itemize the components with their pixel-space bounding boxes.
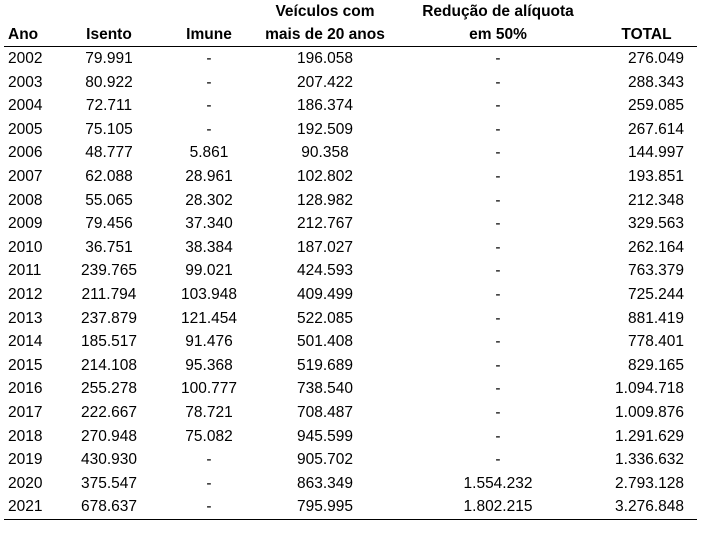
- cell-total: 259.085: [627, 97, 684, 115]
- cell-imune: 75.082: [185, 427, 233, 445]
- cell-isento: 255.278: [80, 380, 138, 398]
- table-row: [4, 307, 697, 331]
- cell-reducao: 1.554.232: [463, 474, 533, 492]
- cell-veiculos: 863.349: [296, 474, 354, 492]
- cell-total: 829.165: [627, 356, 684, 374]
- cell-imune: 5.861: [189, 144, 229, 162]
- cell-ano: 2013: [8, 309, 43, 327]
- table-row: [4, 236, 697, 260]
- cell-ano: 2011: [8, 262, 42, 280]
- cell-ano: 2018: [8, 427, 43, 445]
- cell-imune: -: [168, 495, 250, 519]
- cell-imune: 38.384: [185, 238, 233, 256]
- table-row: [4, 94, 697, 118]
- cell-isento: 55.065: [85, 191, 133, 209]
- cell-reducao: -: [495, 380, 501, 398]
- cell-reducao: -: [495, 144, 501, 162]
- header-reducao-line2: em 50%: [469, 26, 527, 43]
- cell-isento: 48.777: [85, 144, 133, 162]
- cell-veiculos: 186.374: [296, 97, 354, 115]
- table-row: [4, 425, 697, 449]
- cell-reducao: -: [495, 403, 501, 421]
- cell-veiculos: 409.499: [296, 285, 354, 303]
- cell-isento: 62.088: [85, 167, 133, 185]
- cell-imune: -: [206, 50, 212, 67]
- cell-imune: -: [206, 73, 212, 91]
- cell-veiculos: 905.702: [296, 451, 354, 469]
- cell-imune: 91.476: [185, 333, 233, 351]
- cell-ano: 2007: [8, 167, 43, 185]
- cell-isento: 79.991: [85, 50, 133, 67]
- cell-isento: 375.547: [80, 474, 138, 492]
- cell-ano: 2017: [8, 403, 43, 421]
- cell-veiculos: 738.540: [296, 380, 354, 398]
- cell-total: 1.009.876: [615, 403, 684, 421]
- cell-total: 1.336.632: [615, 451, 684, 469]
- cell-imune: 37.340: [185, 215, 233, 233]
- cell-isento: 270.948: [80, 427, 138, 445]
- table-body: [4, 47, 697, 520]
- table-row: [4, 118, 697, 142]
- cell-veiculos: 187.027: [296, 238, 354, 256]
- cell-veiculos: 90.358: [301, 144, 349, 162]
- cell-ano: 2020: [8, 474, 43, 492]
- cell-ano: 2016: [8, 380, 43, 398]
- header-veiculos: [250, 0, 400, 47]
- cell-isento: 237.879: [80, 309, 138, 327]
- cell-imune: 28.961: [185, 167, 233, 185]
- cell-isento: 430.930: [80, 451, 138, 469]
- cell-isento: 80.922: [85, 73, 133, 91]
- cell-veiculos: 795.995: [250, 495, 400, 519]
- cell-reducao: -: [495, 451, 501, 469]
- cell-reducao: -: [495, 73, 501, 91]
- cell-ano: 2019: [8, 451, 43, 469]
- table-row: [4, 283, 697, 307]
- cell-ano: 2002: [8, 50, 43, 67]
- cell-veiculos: 102.802: [296, 167, 354, 185]
- table-row: [4, 377, 697, 401]
- cell-total: 3.276.848: [596, 495, 697, 519]
- cell-veiculos: 212.767: [296, 215, 354, 233]
- cell-ano: 2021: [4, 495, 50, 519]
- cell-ano: 2014: [8, 333, 43, 351]
- cell-reducao: -: [495, 427, 501, 445]
- cell-total: 262.164: [627, 238, 684, 256]
- cell-isento: 211.794: [81, 285, 137, 303]
- cell-isento: 75.105: [85, 120, 133, 138]
- cell-total: 267.614: [627, 120, 684, 138]
- cell-veiculos: 501.408: [296, 333, 354, 351]
- cell-total: 212.348: [627, 191, 684, 209]
- cell-imune: 100.777: [180, 380, 238, 398]
- cell-veiculos: 945.599: [296, 427, 354, 445]
- cell-ano: 2008: [8, 191, 43, 209]
- cell-ano: 2012: [8, 285, 43, 303]
- cell-imune: 95.368: [185, 356, 233, 374]
- header-veiculos-line2: mais de 20 anos: [265, 26, 385, 43]
- header-veiculos-line1: Veículos com: [275, 3, 375, 20]
- cell-reducao: -: [495, 333, 501, 351]
- cell-imune: -: [206, 97, 212, 115]
- cell-isento: 79.456: [85, 215, 133, 233]
- cell-veiculos: 519.689: [296, 356, 354, 374]
- data-table: [4, 0, 697, 520]
- cell-veiculos: 196.058: [296, 50, 354, 67]
- cell-isento: 72.711: [85, 97, 133, 115]
- cell-total: 763.379: [627, 262, 684, 280]
- cell-reducao: -: [495, 97, 501, 115]
- cell-total: 329.563: [627, 215, 684, 233]
- cell-imune: -: [206, 451, 212, 469]
- header-row: [4, 0, 697, 47]
- cell-isento: 214.108: [80, 356, 138, 374]
- cell-isento: 678.637: [50, 495, 168, 519]
- table-header: [4, 0, 697, 47]
- cell-total: 2.793.128: [615, 474, 684, 492]
- cell-total: 1.291.629: [615, 427, 684, 445]
- cell-reducao: -: [495, 50, 501, 67]
- header-total: TOTAL: [596, 0, 697, 47]
- cell-imune: 103.948: [180, 285, 238, 303]
- cell-veiculos: 128.982: [296, 191, 354, 209]
- cell-total: 881.419: [627, 309, 684, 327]
- cell-veiculos: 424.593: [296, 262, 354, 280]
- cell-veiculos: 192.509: [296, 120, 354, 138]
- cell-ano: 2003: [8, 73, 43, 91]
- cell-reducao: -: [495, 285, 501, 303]
- cell-isento: 222.667: [80, 403, 138, 421]
- table-row: [4, 212, 697, 236]
- cell-total: 1.094.718: [615, 380, 684, 398]
- cell-isento: 185.517: [80, 333, 138, 351]
- table-row: [4, 259, 697, 283]
- cell-ano: 2015: [8, 356, 43, 374]
- cell-total: 778.401: [627, 333, 684, 351]
- cell-reducao: -: [495, 167, 501, 185]
- table-row: [4, 495, 697, 519]
- cell-ano: 2005: [8, 120, 43, 138]
- cell-total: 193.851: [627, 167, 684, 185]
- cell-reducao: -: [495, 120, 501, 138]
- header-ano: Ano: [4, 0, 50, 47]
- cell-imune: -: [206, 474, 212, 492]
- cell-reducao: -: [495, 191, 501, 209]
- table-row: [4, 71, 697, 95]
- table-row: [4, 401, 697, 425]
- cell-imune: -: [206, 120, 212, 138]
- cell-isento: 239.765: [80, 262, 138, 280]
- cell-reducao: -: [495, 215, 501, 233]
- table-row: [4, 330, 697, 354]
- header-reducao: [400, 0, 596, 47]
- cell-ano: 2010: [8, 238, 43, 256]
- cell-reducao: -: [495, 238, 501, 256]
- cell-reducao: -: [495, 356, 501, 374]
- table-row: [4, 165, 697, 189]
- table-row: [4, 47, 697, 71]
- cell-ano: 2004: [8, 97, 43, 115]
- cell-total: 288.343: [627, 73, 684, 91]
- cell-isento: 36.751: [85, 238, 133, 256]
- cell-total: 725.244: [627, 285, 684, 303]
- cell-reducao: -: [495, 309, 501, 327]
- table-row: [4, 448, 697, 472]
- header-imune: Imune: [168, 0, 250, 47]
- cell-total: 276.049: [627, 50, 684, 67]
- cell-reducao: -: [495, 262, 501, 280]
- cell-veiculos: 522.085: [296, 309, 354, 327]
- cell-veiculos: 207.422: [296, 73, 354, 91]
- cell-reducao: 1.802.215: [400, 495, 596, 519]
- table-row: [4, 189, 697, 213]
- header-isento: Isento: [50, 0, 168, 47]
- cell-imune: 121.454: [180, 309, 238, 327]
- cell-ano: 2006: [8, 144, 43, 162]
- table-row: [4, 472, 697, 496]
- cell-imune: 99.021: [185, 262, 233, 280]
- cell-total: 144.997: [627, 144, 684, 162]
- table-row: [4, 141, 697, 165]
- cell-imune: 78.721: [185, 403, 233, 421]
- table-row: [4, 354, 697, 378]
- cell-veiculos: 708.487: [296, 403, 354, 421]
- header-reducao-line1: Redução de alíquota: [422, 3, 574, 20]
- cell-imune: 28.302: [185, 191, 233, 209]
- cell-ano: 2009: [8, 215, 43, 233]
